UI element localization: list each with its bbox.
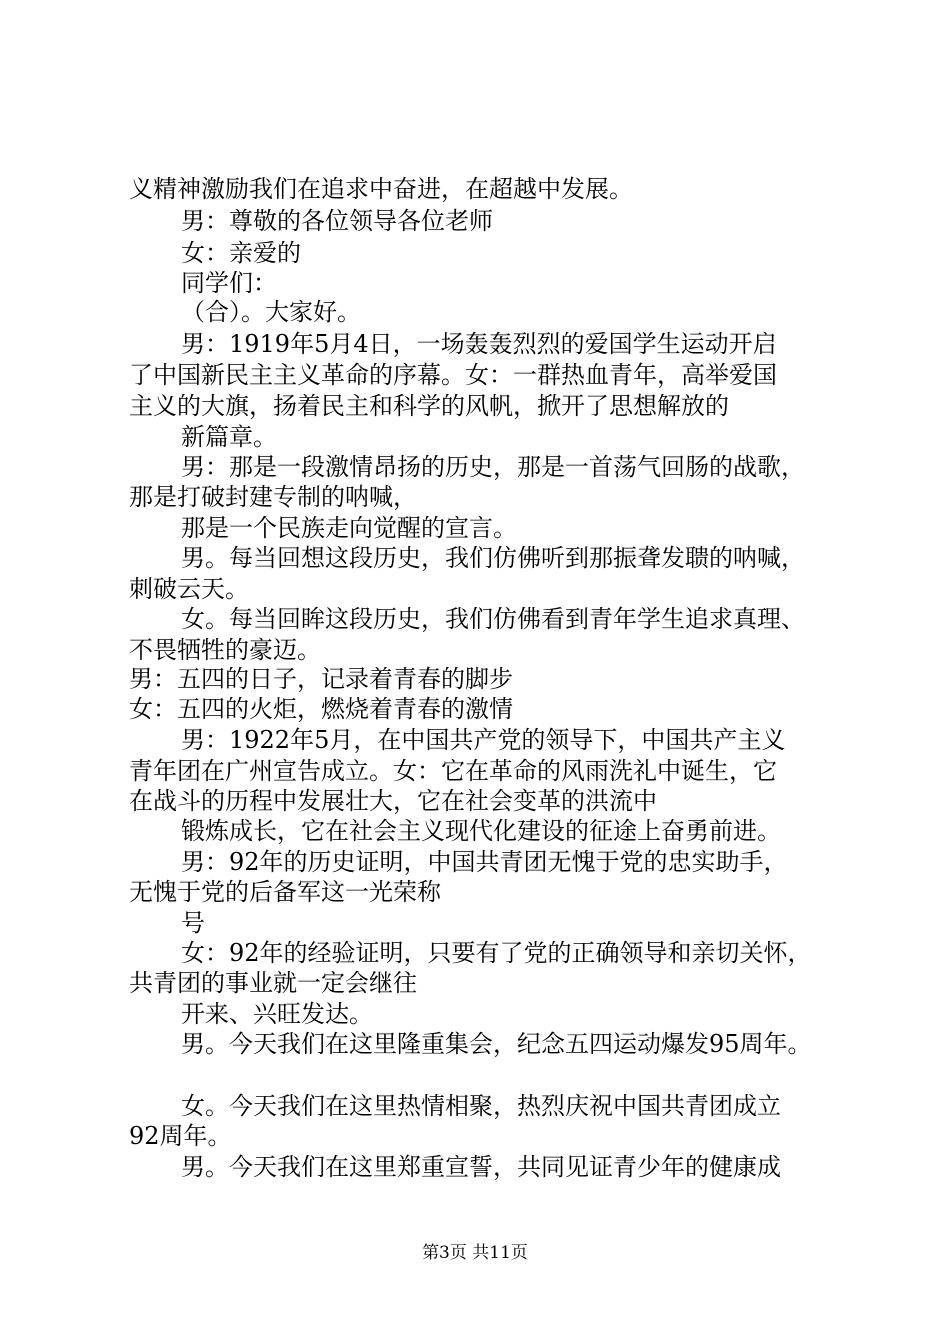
- text-line: 92周年。: [129, 1122, 232, 1150]
- text-line: 刺破云天。: [129, 575, 249, 603]
- text-line: 不畏牺牲的豪迈。: [129, 636, 321, 664]
- text-line: 女：亲爱的: [181, 239, 301, 267]
- page-footer: 第3页 共11页: [422, 1243, 528, 1263]
- text-line: 男：尊敬的各位领导各位老师: [181, 207, 493, 235]
- text-line: 男：五四的日子，记录着青春的脚步: [129, 665, 513, 693]
- text-line: 无愧于党的后备军这一光荣称: [129, 878, 441, 906]
- text-line: 号: [181, 909, 205, 937]
- text-line: 那是打破封建专制的呐喊，: [129, 483, 417, 511]
- text-line: 青年团在广州宣告成立。女：它在革命的风雨洗礼中诞生，它: [129, 757, 777, 785]
- text-line: 女。每当回眸这段历史，我们仿佛看到青年学生追求真理、: [181, 605, 805, 633]
- text-line: 男。今天我们在这里隆重集会，纪念五四运动爆发95周年。: [181, 1030, 812, 1058]
- text-line: 在战斗的历程中发展壮大，它在社会变革的洪流中: [129, 787, 657, 815]
- text-line: 男：那是一段激情昂扬的历史，那是一首荡气回肠的战歌，: [181, 453, 805, 481]
- text-line: 新篇章。: [181, 423, 277, 451]
- text-line: 女：五四的火炬，燃烧着青春的激情: [129, 695, 513, 723]
- text-line: 主义的大旗，扬着民主和科学的风帆，掀开了思想解放的: [129, 392, 729, 420]
- text-line: 同学们：: [181, 269, 277, 297]
- text-line: 男：1919年5月4日，一场轰轰烈烈的爱国学生运动开启: [181, 330, 777, 358]
- text-line: 共青团的事业就一定会继往: [129, 969, 417, 997]
- text-line: 了中国新民主主义革命的序幕。女：一群热血青年，高举爱国: [129, 361, 777, 389]
- text-line: 男。每当回想这段历史，我们仿佛听到那振聋发聩的呐喊，: [181, 544, 805, 572]
- text-line: 女：92年的经验证明，只要有了党的正确领导和亲切关怀，: [181, 939, 812, 967]
- text-line: 男。今天我们在这里郑重宣誓，共同见证青少年的健康成: [181, 1153, 781, 1181]
- text-line: 男：1922年5月，在中国共产党的领导下，中国共产主义: [181, 726, 786, 754]
- text-line: 锻炼成长，它在社会主义现代化建设的征途上奋勇前进。: [181, 817, 781, 845]
- text-line: 那是一个民族走向觉醒的宣言。: [181, 514, 517, 542]
- text-line: 女。今天我们在这里热情相聚，热烈庆祝中国共青团成立: [181, 1092, 781, 1120]
- text-line: 义精神激励我们在追求中奋进，在超越中发展。: [129, 175, 633, 203]
- text-line: 男：92年的历史证明，中国共青团无愧于党的忠实助手，: [181, 848, 788, 876]
- text-line: 开来、兴旺发达。: [181, 1000, 373, 1028]
- text-line: （合）。大家好。: [181, 298, 361, 326]
